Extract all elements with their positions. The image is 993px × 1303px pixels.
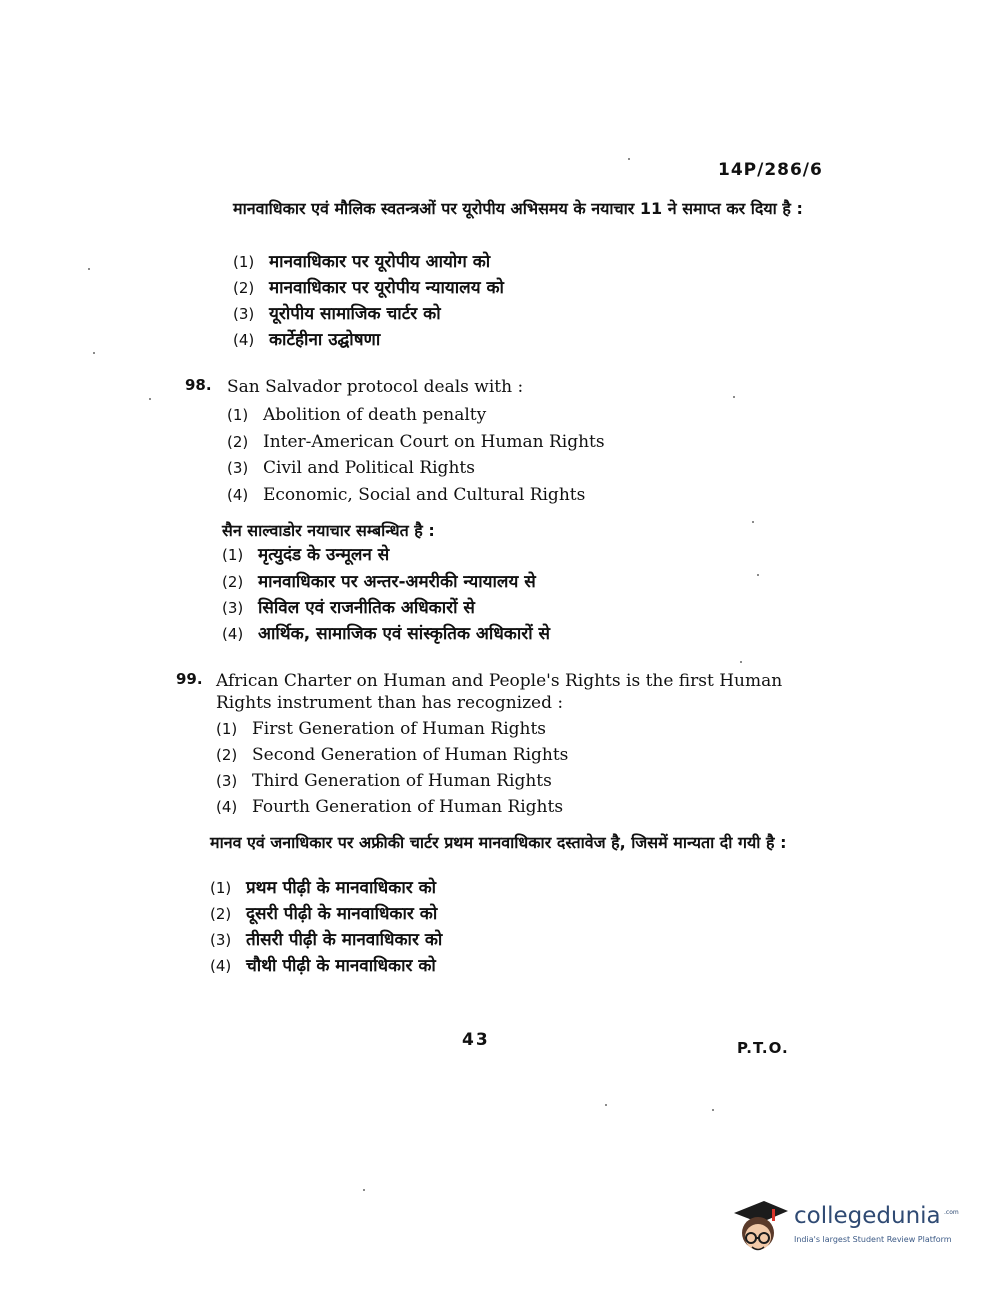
brand-name: collegedunia [794, 1203, 941, 1229]
q98-number: 98. [185, 376, 212, 394]
q99-hindi-option-4: (4) चौथी पीढ़ी के मानवाधिकार को [210, 956, 436, 976]
q99-hindi-option-2: (2) दूसरी पीढ़ी के मानवाधिकार को [210, 904, 438, 924]
q99-option-4: (4) Fourth Generation of Human Rights [216, 797, 564, 817]
q98-option-1: (1) Abolition of death penalty [227, 405, 487, 425]
scan-speck [757, 574, 759, 576]
scan-speck [605, 1104, 607, 1106]
q98-option-3: (3) Civil and Political Rights [227, 458, 475, 478]
q98-hindi-stem: सैन साल्वाडोर नयाचार सम्बन्धित है : [222, 521, 435, 540]
paper-code: 14P/286/6 [718, 160, 823, 180]
q97-hindi-option-1: (1) मानवाधिकार पर यूरोपीय आयोग को [233, 252, 491, 272]
scan-speck [149, 398, 151, 400]
scan-speck [733, 396, 735, 398]
q98-hindi-option-3: (3) सिविल एवं राजनीतिक अधिकारों से [222, 598, 475, 618]
scan-speck [628, 158, 630, 160]
q97-hindi-stem: मानवाधिकार एवं मौलिक स्वतन्त्रओं पर यूरोपीय अभिसमय के नयाचार 11 ने समाप्त कर दिया है : [233, 199, 803, 218]
brand-tagline: India's largest Student Review Platform [794, 1235, 952, 1244]
pto-label: P.T.O. [737, 1039, 789, 1057]
q99-hindi-option-3: (3) तीसरी पीढ़ी के मानवाधिकार को [210, 930, 443, 950]
page-number: 43 [462, 1030, 490, 1050]
collegedunia-logo [730, 1195, 965, 1265]
scan-speck [88, 268, 90, 270]
q97-hindi-option-4: (4) कार्टेहीना उद्घोषणा [233, 330, 381, 350]
q97-hindi-option-3: (3) यूरोपीय सामाजिक चार्टर को [233, 304, 441, 324]
scan-speck [712, 1109, 714, 1111]
q98-hindi-option-4: (4) आर्थिक, सामाजिक एवं सांस्कृतिक अधिकारों से [222, 624, 551, 644]
q99-hindi-option-1: (1) प्रथम पीढ़ी के मानवाधिकार को [210, 878, 437, 898]
scan-speck [752, 521, 754, 523]
q98-hindi-option-2: (2) मानवाधिकार पर अन्तर-अमरीकी न्यायालय से [222, 572, 536, 592]
q97-hindi-option-2: (2) मानवाधिकार पर यूरोपीय न्यायालय को [233, 278, 504, 298]
q99-option-3: (3) Third Generation of Human Rights [216, 771, 552, 791]
q98-option-2: (2) Inter-American Court on Human Rights [227, 432, 605, 452]
graduate-mascot-icon [730, 1195, 792, 1261]
brand-tld: .com [944, 1209, 959, 1216]
q99-stem: African Charter on Human and People's Rights is the first Human Rights instrument than has recognized : [216, 671, 783, 713]
scan-speck [740, 661, 742, 663]
q99-option-1: (1) First Generation of Human Rights [216, 719, 547, 739]
q99-option-2: (2) Second Generation of Human Rights [216, 745, 569, 765]
scan-speck [363, 1189, 365, 1191]
q99-hindi-stem: मानव एवं जनाधिकार पर अफ्रीकी चार्टर प्रथम मानवाधिकार दस्तावेज है, जिसमें मान्यता दी गयी है : [210, 833, 787, 852]
q98-stem: San Salvador protocol deals with : [227, 377, 524, 397]
q98-option-4: (4) Economic, Social and Cultural Rights [227, 485, 586, 505]
scan-speck [93, 352, 95, 354]
q99-number: 99. [176, 670, 203, 688]
q98-hindi-option-1: (1) मृत्युदंड के उन्मूलन से [222, 545, 390, 565]
